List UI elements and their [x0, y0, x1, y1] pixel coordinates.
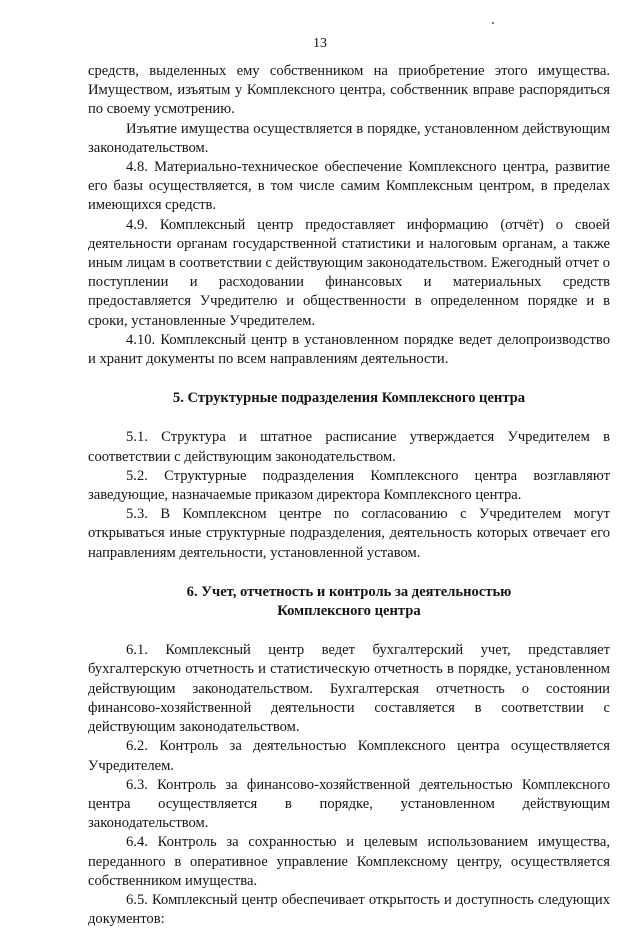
paragraph-5-1: 5.1. Структура и штатное расписание утверждается Учредителем в соответствии с действующим законодательством. [88, 429, 610, 465]
paragraph-6-1: 6.1. Комплексный центр ведет бухгалтерский учет, представляет бухгалтерскую отчетность и статистическую отчетность в порядке, установленном действующим законодательством. Бухгалтерская отчетность о состоянии финансово-хозяйственной деятельности составляется в соответствии с действующим законодательством. [88, 642, 610, 736]
paragraph-6-3: 6.3. Контроль за финансово-хозяйственной деятельностью Комплексного центра осуществляется в порядке, установленном действующим законодательством. [88, 776, 610, 832]
page-number: 13 [313, 36, 327, 51]
paragraph-6-2: 6.2. Контроль за деятельностью Комплексного центра осуществляется Учредителем. [88, 738, 610, 774]
scan-speck [492, 22, 494, 24]
section-6-title-line1: 6. Учет, отчетность и контроль за деятельностью [186, 583, 512, 600]
section-5-title: 5. Структурные подразделения Комплексного центра [172, 390, 526, 407]
paragraph-4-9: 4.9. Комплексный центр предоставляет информацию (отчёт) о своей деятельности органам государственной статистики и налоговым органам, а также иным лицам в соответствии с действующим законодательством. Ежегодный отчет о поступлении и расходовании финансовых и материальных средств предоставляется Учредителю и общественности в определенном порядке и в сроки, установленные Учредителем. [88, 216, 610, 329]
paragraph-withdrawal: Изъятие имущества осуществляется в порядке, установленном действующим законодательством. [88, 120, 610, 156]
paragraph-6-4: 6.4. Контроль за сохранностью и целевым использованием имущества, переданного в оперативное управление Комплексному центру, осуществляется собственником имущества. [88, 834, 610, 889]
paragraph-4-10: 4.10. Комплексный центр в установленном порядке ведет делопроизводство и хранит документы по всем направлениям деятельности. [88, 331, 610, 368]
section-6-title-line2: Комплексного центра [277, 603, 421, 620]
paragraph-5-3: 5.3. В Комплексном центре по согласованию с Учредителем могут открываться иные структурные подразделения, деятельность которых отвечает его направлениям деятельности, установленной уставом. [88, 506, 610, 561]
paragraph-continuation: средств, выделенных ему собственником на приобретение этого имущества. Имуществом, изъятым у Комплексного центра, собственник вправе распорядиться по своему усмотрению. [88, 63, 610, 118]
paragraph-4-8: 4.8. Материально-техническое обеспечение Комплексного центра, развитие его базы осуществляется, в том числе самим Комплексным центром, в пределах имеющихся средств. [88, 159, 610, 214]
paragraph-5-2: 5.2. Структурные подразделения Комплексного центра возглавляют заведующие, назначаемые приказом директора Комплексного центра. [88, 467, 610, 504]
paragraph-6-5: 6.5. Комплексный центр обеспечивает открытость и доступность следующих документов: [88, 891, 610, 928]
document-body [88, 62, 610, 929]
